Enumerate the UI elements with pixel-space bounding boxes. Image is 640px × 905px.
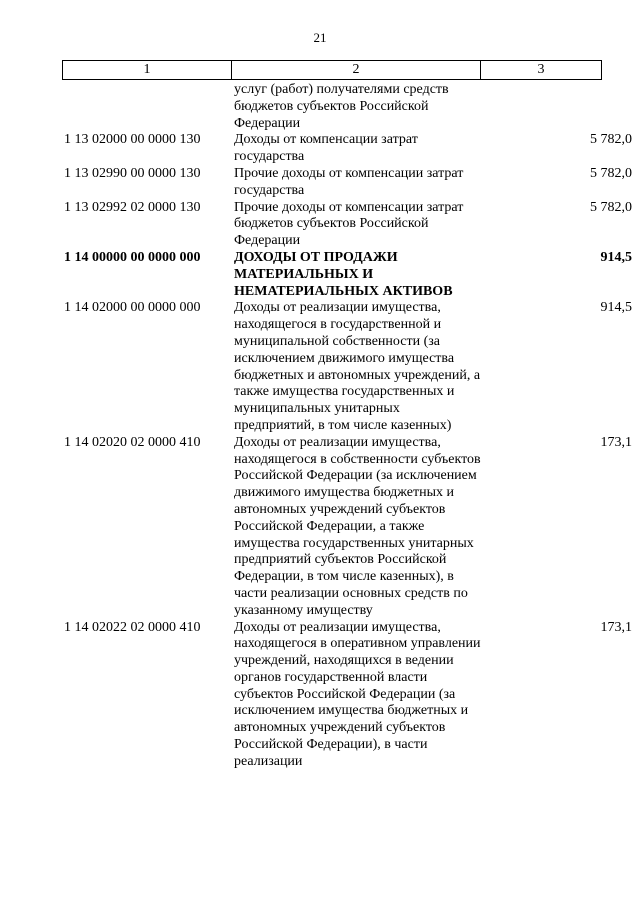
row-name: ДОХОДЫ ОТ ПРОДАЖИ МАТЕРИАЛЬНЫХ И НЕМАТЕРИАЛЬНЫХ АКТИВОВ: [234, 249, 453, 299]
header-col-3: 3: [537, 62, 545, 77]
table-row: [0, 300, 640, 434]
row-code: 1 14 00000 00 0000 000: [64, 249, 201, 265]
row-value: 173,1: [600, 619, 632, 635]
header-col-2: 2: [232, 61, 481, 79]
table-row: [0, 132, 640, 166]
table-row: [0, 620, 640, 771]
table-row: [0, 82, 640, 132]
header-col-1: 1: [63, 61, 232, 79]
row-code: 1 13 02990 00 0000 130: [64, 165, 201, 181]
row-value: 5 782,0: [590, 132, 632, 148]
row-value: 5 782,0: [590, 165, 632, 181]
table-header: [62, 60, 602, 80]
row-code: 1 14 02020 02 0000 410: [64, 434, 201, 450]
row-value: [482, 82, 632, 132]
row-code: 1 13 02000 00 0000 130: [64, 132, 201, 148]
row-code: 1 14 02022 02 0000 410: [64, 619, 201, 635]
row-name: Доходы от реализации имущества, находящегося в оперативном управлении учреждений, находящихся в ведении органов государственной власти субъектов Российской Федерации (за исключением имущества бюджетных и автономных учреждений субъектов Российской Федерации), в части реализации: [234, 619, 481, 769]
table-body: [0, 82, 640, 771]
row-value: 914,5: [600, 300, 632, 316]
row-name: Доходы от реализации имущества, находящегося в собственности субъектов Российской Федерации (за исключением движимого имущества бюджетных и автономных учреждений субъектов Российской Федерации, а также имущества государственных унитарных предприятий субъектов Российской Федерации, в том числе казенных), в части реализации основных средств по указанному имуществу: [234, 434, 481, 618]
row-name: Доходы от компенсации затрат государства: [234, 132, 418, 165]
table-row: [0, 166, 640, 200]
row-name: Прочие доходы от компенсации затрат государства: [234, 165, 464, 198]
row-value: 5 782,0: [590, 199, 632, 215]
row-name: услуг (работ) получателями средств бюджетов субъектов Российской Федерации: [234, 82, 449, 131]
page-number: 21: [313, 30, 327, 45]
table-row: [0, 435, 640, 620]
row-value: 173,1: [600, 434, 632, 450]
row-name: Прочие доходы от компенсации затрат бюджетов субъектов Российской Федерации: [234, 199, 464, 249]
row-code: [0, 82, 232, 132]
row-code: 1 14 02000 00 0000 000: [64, 300, 201, 316]
row-name: Доходы от реализации имущества, находящегося в государственной и муниципальной собственности (за исключением движимого имущества бюджетных и автономных учреждений, а также имущества государственных и муниципальных унитарных предприятий, в том числе казенных): [234, 300, 481, 433]
table-row-section: [0, 250, 640, 300]
table-row: [0, 200, 640, 250]
row-value: 914,5: [600, 249, 632, 265]
row-code: 1 13 02992 02 0000 130: [64, 199, 201, 215]
